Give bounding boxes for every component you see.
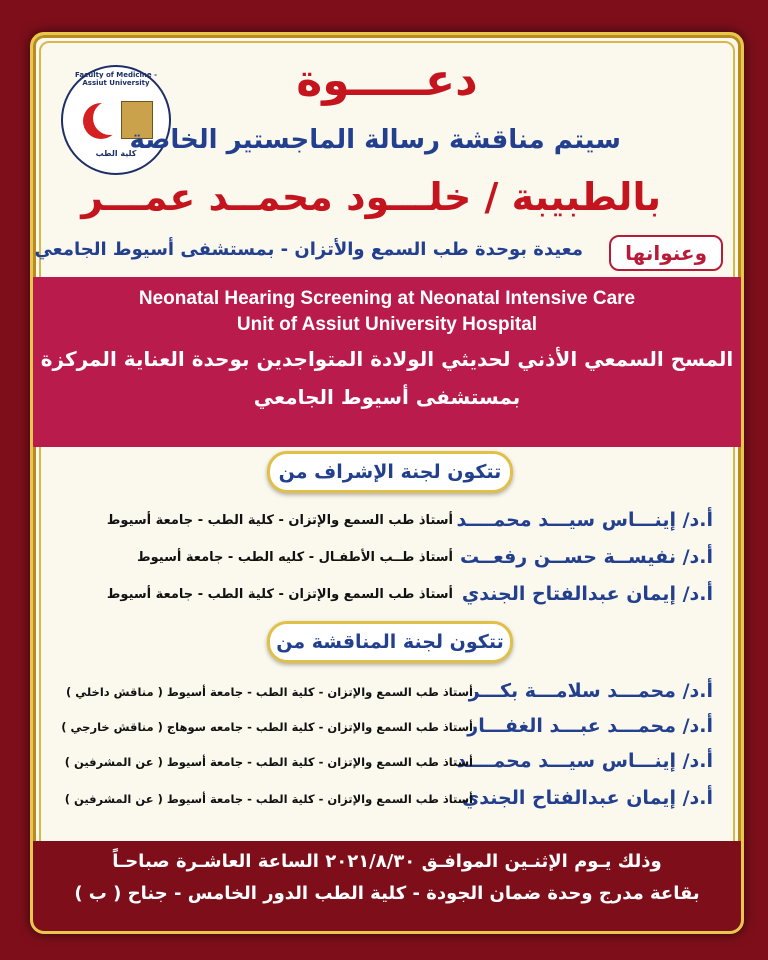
examiner-name: أ.د/ محمـــد عبـــد الغفـــار bbox=[467, 715, 713, 737]
supervisor-name: أ.د/ نفيســة حســن رفعــت bbox=[460, 546, 713, 568]
thesis-title-arabic-2: بمستشفى أسيوط الجامعي bbox=[253, 385, 521, 409]
thesis-title-english-2: Unit of Assiut University Hospital bbox=[236, 314, 538, 335]
examiner-desc: أستاذ طب السمع والإتزان - كلية الطب - جامعة أسيوط ( عن المشرفين ) bbox=[64, 755, 473, 769]
crescent-icon bbox=[83, 103, 119, 139]
thesis-title-english-1: Neonatal Hearing Screening at Neonatal Intensive Care bbox=[138, 288, 636, 309]
invitation-title: دعـــــوة bbox=[296, 55, 478, 106]
examiner-desc: أستاذ طب السمع والإتزان - كلية الطب - جامعة أسيوط ( مناقش داخلي ) bbox=[65, 685, 473, 699]
event-date-time: وذلك يـوم الإثنـين الموافـق ٢٠٢١/٨/٣٠ الساعة العاشـرة صباحـاً bbox=[112, 851, 662, 872]
examiner-name: أ.د/ إيمان عبدالفتاح الجندي bbox=[461, 787, 713, 809]
discussion-heading: تتكون لجنة المناقشة من bbox=[267, 621, 513, 663]
supervision-heading: تتكون لجنة الإشراف من bbox=[267, 451, 513, 493]
address-badge: وعنوانها bbox=[609, 235, 723, 271]
examiner-name: أ.د/ محمـــد سلامـــة بكـــر bbox=[468, 680, 713, 702]
supervisor-name: أ.د/ إيمان عبدالفتاح الجندي bbox=[461, 583, 713, 605]
invitation-subtitle: سيتم مناقشة رسالة الماجستير الخاصة bbox=[129, 125, 621, 155]
event-location: بقاعة مدرج وحدة ضمان الجودة - كلية الطب الدور الخامس - جناح ( ب ) bbox=[74, 883, 700, 904]
examiner-name: أ.د/ إينـــاس سيـــد محمــــد bbox=[456, 750, 713, 772]
examiner-desc: أستاذ طب السمع والإتزان - كلية الطب - جامعة أسيوط ( عن المشرفين ) bbox=[64, 792, 473, 806]
invitation-card bbox=[30, 32, 744, 934]
candidate-name: بالطبيبة / خلـــود محمــد عمـــر bbox=[81, 175, 661, 219]
logo-ring-text: Faculty of Medicine - Assiut University bbox=[74, 71, 157, 87]
candidate-affiliation: معيدة بوحدة طب السمع والأتزان - بمستشفى أسيوط الجامعي bbox=[34, 239, 583, 260]
examiner-desc: أستاذ طب السمع والإتزان - كلية الطب - جامعه سوهاج ( مناقش خارجي ) bbox=[61, 720, 473, 734]
supervisor-name: أ.د/ إينـــاس سيـــد محمــــد bbox=[456, 509, 713, 531]
supervisor-desc: أستاذ طب السمع والإتزان - كلية الطب - جامعة أسيوط bbox=[106, 513, 453, 528]
thesis-title-arabic-1: المسح السمعي الأذني لحديثي الولادة المتواجدين بوحدة العناية المركزة bbox=[40, 347, 734, 371]
supervisor-desc: أستاذ طــب الأطفـال - كليه الطب - جامعة أسيوط bbox=[137, 550, 453, 565]
logo-bottom-text: كلية الطب bbox=[95, 149, 137, 158]
supervisor-desc: أستاذ طب السمع والإتزان - كلية الطب - جامعة أسيوط bbox=[106, 587, 453, 602]
